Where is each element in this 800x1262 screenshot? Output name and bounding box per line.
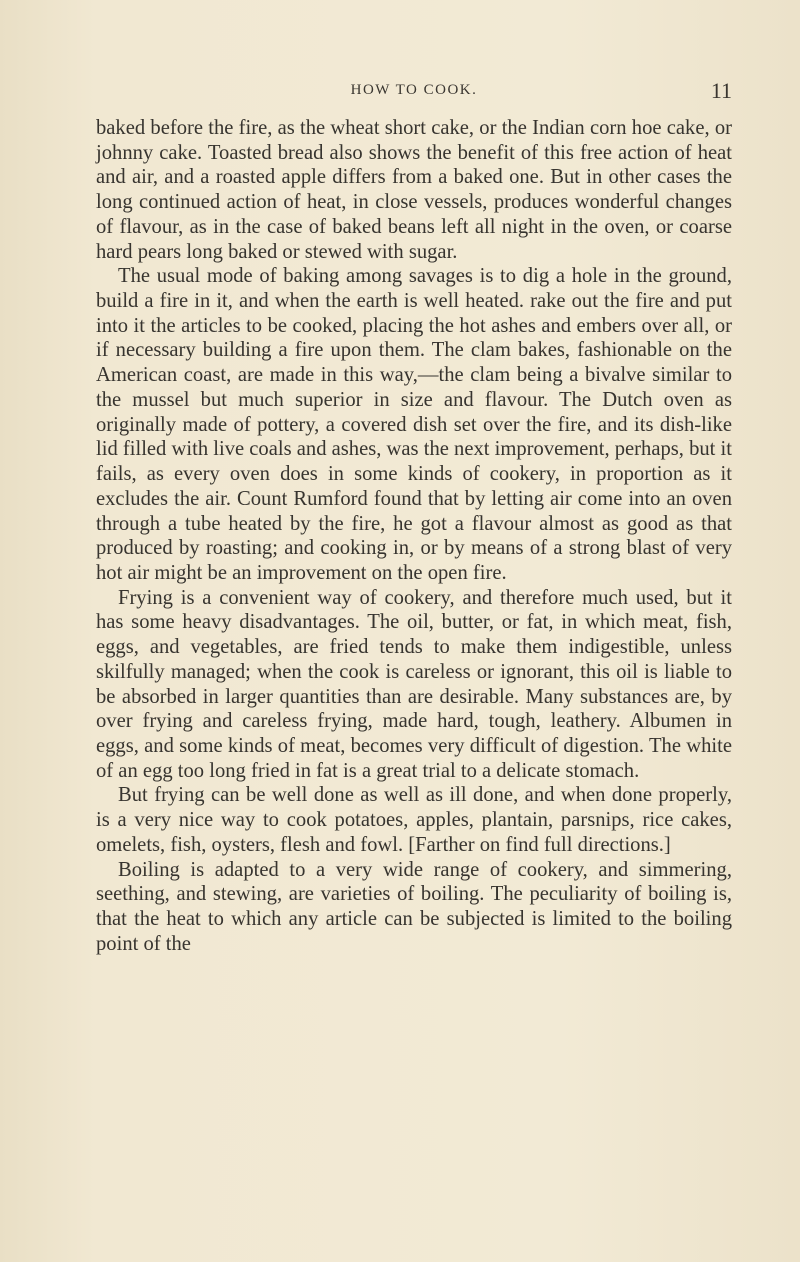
running-head: HOW TO COOK. bbox=[350, 82, 478, 98]
body-text bbox=[96, 116, 732, 956]
paragraph: Boiling is adapted to a very wide range of cookery, and simmering, seething, and stewing, are varieties of boiling. The peculiarity of boiling is, that the heat to which any article can be subjected is limited to the boiling point of the bbox=[96, 858, 732, 955]
page-number: 11 bbox=[710, 78, 732, 103]
paragraph: The usual mode of baking among savages is to dig a hole in the ground, build a fire in it, and when the earth is well heated. rake out the fire and put into it the articles to be cooked, placing the hot ashes and embers over all, or if necessary building a fire upon them. The clam bakes, fashionable on the American coast, are made in this way,—the clam being a bivalve similar to the mussel but much superior in size and flavour. The Dutch oven as originally made of pottery, a covered dish set over the fire, and its dish-like lid filled with live coals and ashes, was the next improvement, perhaps, but it fails, as every oven does in some kinds of cookery, in proportion as it excludes the air. Count Rumford found that by letting air come into an oven through a tube heated by the fire, he got a flavour almost as good as that produced by roasting; and cooking in, or by means of a strong blast of very hot air might be an improvement on the open fire. bbox=[96, 265, 732, 584]
paragraph: But frying can be well done as well as ill done, and when done properly, is a very nice way to cook potatoes, apples, plantain, parsnips, rice cakes, omelets, fish, oysters, flesh and fowl. [Farther on find full directions.] bbox=[96, 784, 732, 856]
page-header bbox=[96, 78, 732, 108]
paragraph: Frying is a convenient way of cookery, and therefore much used, but it has some heavy disadvantages. The oil, butter, or fat, in which meat, fish, eggs, and vegetables, are fried tends to make them indigestible, unless skilfully managed; when the cook is careless or ignorant, this oil is liable to be absorbed in larger quantities than are desirable. Many substances are, by over frying and careless frying, made hard, tough, leathery. Albumen in eggs, and some kinds of meat, becomes very difficult of digestion. The white of an egg too long fried in fat is a great trial to a delicate stomach. bbox=[96, 586, 732, 782]
paragraph: baked before the fire, as the wheat short cake, or the Indian corn hoe cake, or johnny cake. Toasted bread also shows the benefit of this free action of heat and air, and a roasted apple differs from a baked one. But in other cases the long continued action of heat, in close vessels, produces wonderful changes of flavour, as in the case of baked beans left all night in the oven, or coarse hard pears long baked or stewed with sugar. bbox=[96, 117, 732, 263]
